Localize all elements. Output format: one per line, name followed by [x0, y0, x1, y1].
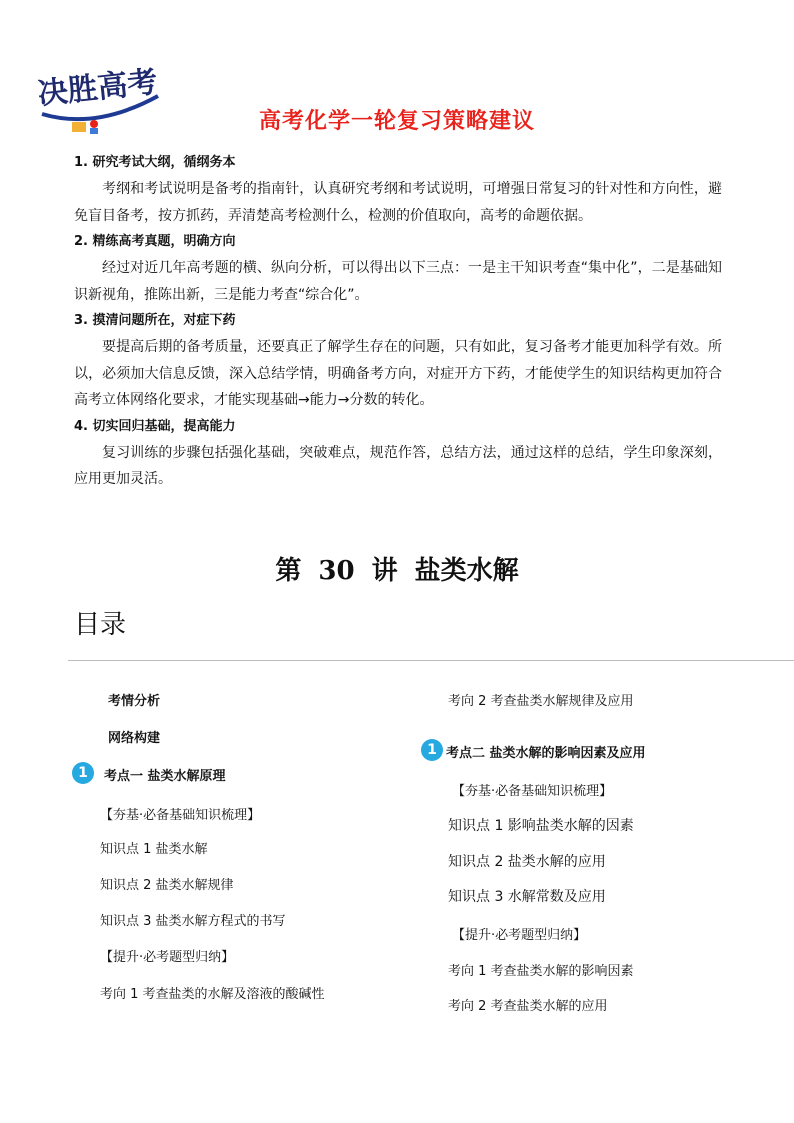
toc-kp-1-3[interactable]: 知识点 3 盐类水解方程式的书写 [100, 914, 286, 929]
toc-kp-1-2[interactable]: 知识点 2 盐类水解规律 [100, 878, 234, 893]
toc-base-2[interactable]: 【夯基·必备基础知识梳理】 [452, 784, 613, 799]
number-badge-icon: 1 [72, 762, 94, 784]
section-heading: 4. 切实回归基础，提高能力 [74, 418, 236, 434]
logo-text: 决胜高考 [36, 64, 160, 112]
toc-base-1[interactable]: 【夯基·必备基础知识梳理】 [100, 808, 261, 823]
toc-dir-1-2[interactable]: 考向 2 考查盐类水解规律及应用 [448, 694, 634, 709]
lecture-title: 第 30 讲 盐类水解 [275, 556, 519, 586]
toc-analysis[interactable]: 考情分析 [108, 694, 161, 709]
toc-kp-1-1[interactable]: 知识点 1 盐类水解 [100, 842, 208, 857]
toc-kaodian-2[interactable]: 考点二 盐类水解的影响因素及应用 [446, 746, 646, 761]
toc-kp-2-2[interactable]: 知识点 2 盐类水解的应用 [448, 854, 606, 870]
toc-dir-2-2[interactable]: 考向 2 考查盐类水解的应用 [448, 999, 608, 1014]
section-body: 经过对近几年高考题的横、纵向分析，可以得出以下三点：一是主干知识考查“集中化”，二是基础知识新视角，推陈出新，三是能力考查“综合化”。 [74, 260, 722, 303]
toc-network[interactable]: 网络构建 [108, 731, 161, 746]
page-title: 高考化学一轮复习策略建议 [258, 109, 535, 134]
toc-kp-2-1[interactable]: 知识点 1 影响盐类水解的因素 [448, 818, 634, 834]
toc-up-2[interactable]: 【提升·必考题型归纳】 [452, 928, 587, 943]
section-heading: 3. 摸清问题所在，对症下药 [74, 313, 236, 328]
section-heading: 2. 精练高考真题，明确方向 [74, 234, 236, 249]
toc-up-1[interactable]: 【提升·必考题型归纳】 [100, 950, 235, 965]
toc-dir-2-1[interactable]: 考向 1 考查盐类水解的影响因素 [448, 964, 634, 979]
section-heading: 1. 研究考试大纲，循纲务本 [74, 155, 236, 170]
toc-kp-2-3[interactable]: 知识点 3 水解常数及应用 [448, 889, 606, 905]
toc-dir-1-1[interactable]: 考向 1 考查盐类的水解及溶液的酸碱性 [100, 987, 325, 1002]
section-body: 考纲和考试说明是备考的指南针，认真研究考纲和考试说明，可增强日常复习的针对性和方向性，避免盲目备考，按方抓药，弄清楚高考检测什么，检测的价值取向，高考的命题依据。 [74, 181, 722, 224]
toc-heading: 目录 [74, 610, 127, 640]
section-body: 复习训练的步骤包括强化基础，突破难点，规范作答，总结方法，通过这样的总结，学生印象深刻，应用更加灵活。 [74, 444, 722, 487]
section-body: 要提高后期的备考质量，还要真正了解学生存在的问题，只有如此，复习备考才能更加科学有效。所以，必须加大信息反馈，深入总结学情，明确备考方向，对症开方下药，才能使学生的知识结构更加符合高考立体网络化要求，才能实现基础→能力→分数的转化。 [74, 339, 722, 408]
strategy-section [74, 150, 722, 493]
number-badge-icon: 1 [421, 739, 443, 761]
toc-kaodian-1[interactable]: 考点一 盐类水解原理 [104, 769, 226, 784]
toc-divider [68, 660, 794, 661]
